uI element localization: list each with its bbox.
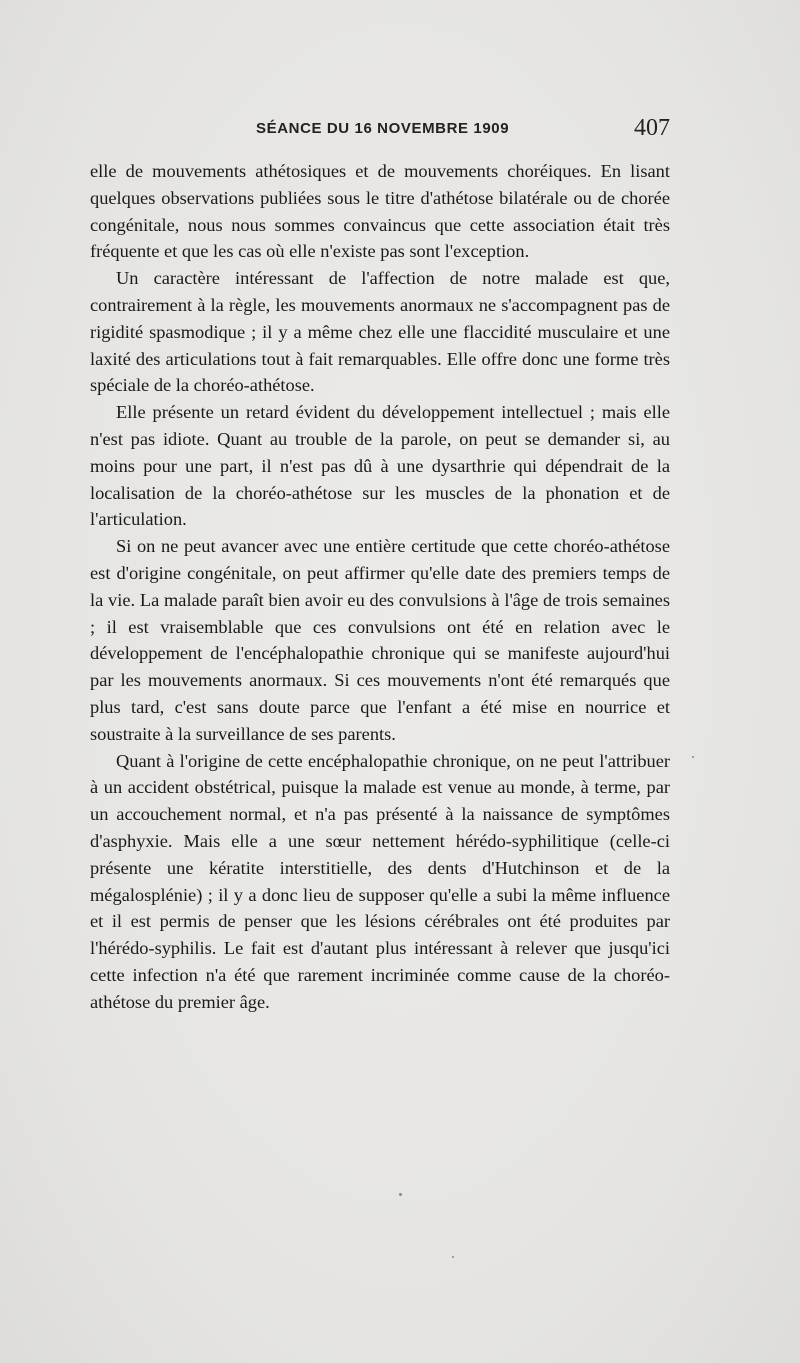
paragraph-1: elle de mouvements athétosiques et de mouvements choréiques. En lisant quelques observations publiées sous le titre d'athétose bilatérale ou de chorée congénitale, nous nous sommes convaincus que cette association était très fréquente et que les cas où elle n'existe pas sont l'exception.: [90, 161, 670, 262]
paper-speck: [399, 1193, 402, 1196]
paper-speck: [692, 756, 694, 758]
paragraph-5: Quant à l'origine de cette encéphalopathie chronique, on ne peut l'attribuer à un accident obstétrical, puisque la malade est venue au monde, à terme, par un accouchement normal, et n'a pas présenté à la naissance de symptômes d'asphyxie. Mais elle a une sœur nettement hérédo-syphilitique (celle-ci présente une kératite interstitielle, des dents d'Hutchinson et de la mégalosplénie) ; il y a donc lieu de supposer qu'elle a subi la même influence et il est permis de penser que les lésions cérébrales ont été produites par l'hérédo-syphilis. Le fait est d'autant plus intéressant à relever que jusqu'ici cette infection n'a été que rarement incriminée comme cause de la choréo-athétose du premier âge.: [90, 750, 670, 1012]
paragraph-2: Un caractère intéressant de l'affection de notre malade est que, contrairement à la règle, les mouvements anormaux ne s'accompagnent pas de rigidité spasmodique ; il y a même chez elle une flaccidité musculaire et une laxité des articulations tout à fait remarquables. Elle offre donc une forme très spéciale de la choréo-athétose.: [90, 268, 670, 396]
body-text: [90, 158, 670, 1016]
page-header: [90, 117, 670, 151]
running-head: SÉANCE DU 16 NOVEMBRE 1909: [256, 120, 510, 137]
paragraph-4: Si on ne peut avancer avec une entière certitude que cette choréo-athétose est d'origine congénitale, on peut affirmer qu'elle date des premiers temps de la vie. La malade paraît bien avoir eu des convulsions à l'âge de trois semaines ; il est vraisemblable que ces convulsions ont été en relation avec le développement de l'encéphalopathie chronique qui se manifeste aujourd'hui par les mouvements anormaux. Si ces mouvements n'ont été remarqués que plus tard, c'est sans doute parce que l'enfant a été mise en nourrice et soustraite à la surveillance de ses parents.: [90, 536, 670, 744]
paper-speck: [452, 1256, 454, 1258]
paragraph-3: Elle présente un retard évident du développement intellectuel ; mais elle n'est pas idiote. Quant au trouble de la parole, on peut se demander si, au moins pour une part, il n'est pas dû à une dysarthrie qui dépendrait de la localisation de la choréo-athétose sur les muscles de la phonation et de l'articulation.: [90, 402, 670, 530]
page-number: 407: [634, 115, 670, 141]
